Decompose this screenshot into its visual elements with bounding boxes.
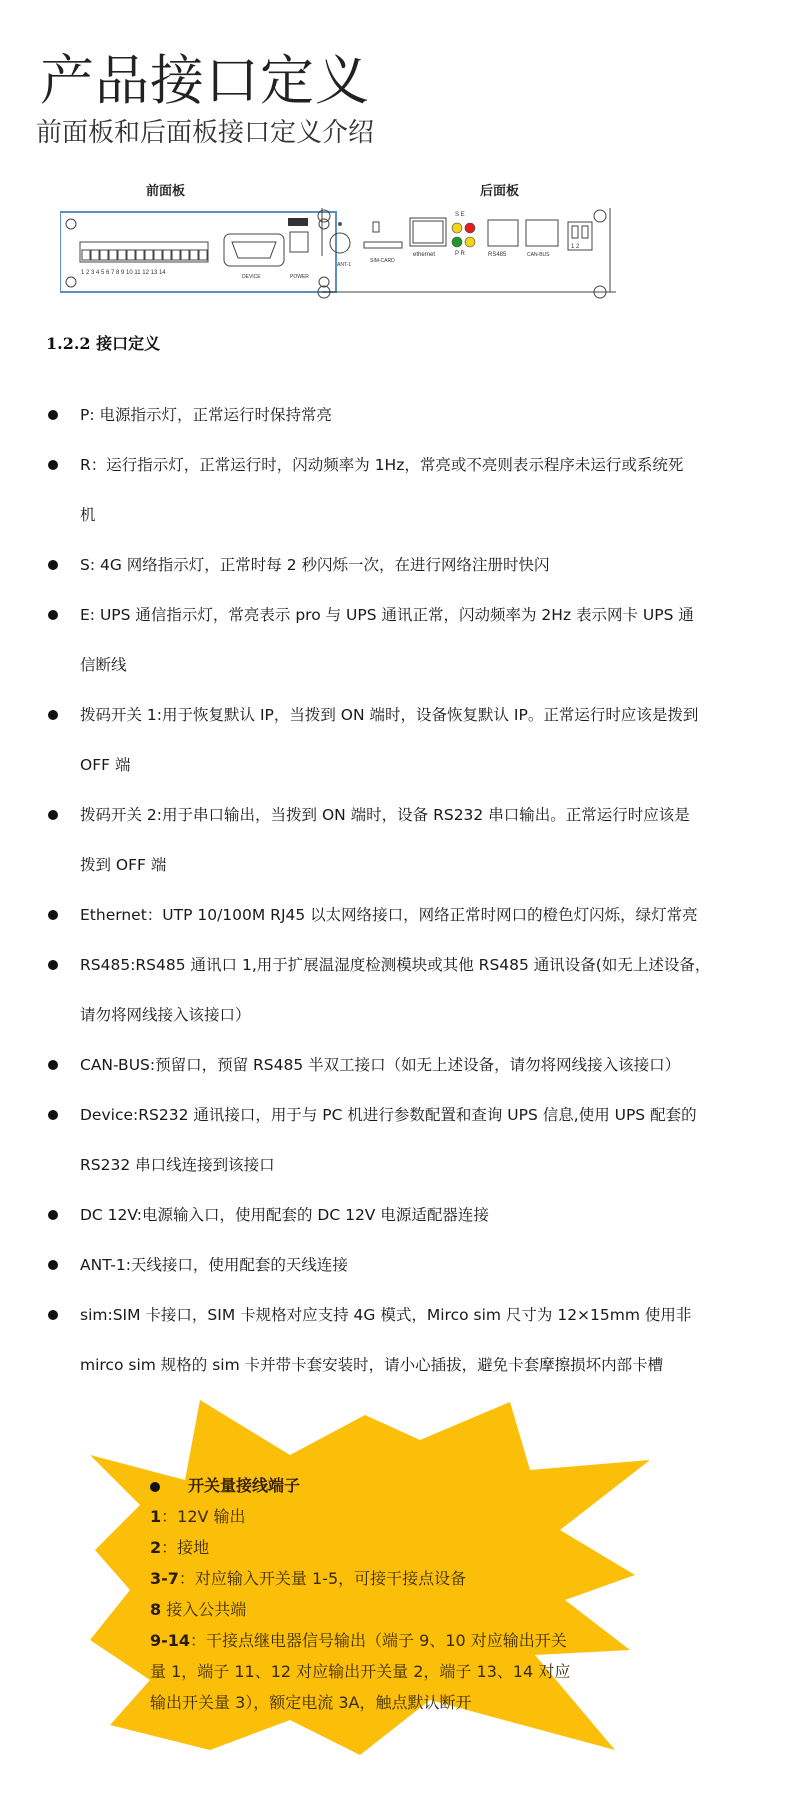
front-panel-label: 前面板 (146, 184, 186, 199)
device-label: DEVICE (242, 274, 261, 280)
rear-panel-label: 后面板 (480, 184, 520, 199)
sim-slot (364, 222, 402, 248)
bullet-icon (48, 1060, 58, 1070)
panel-diagram (60, 208, 712, 304)
page-title: 产品接口定义 (40, 49, 370, 112)
terminal-callout (150, 1470, 620, 1718)
antenna-label: ANT-1 (337, 262, 352, 268)
list-item: 拨码开关 2:用于串口输出，当拨到 ON 端时，设备 RS232 串口输出。正常运行时应该是 拨到 OFF 端 (46, 790, 746, 890)
bullet-icon (48, 910, 58, 920)
terminal-numbers: 1 2 3 4 5 6 7 8 9 10 11 12 13 14 (81, 270, 166, 276)
bullet-icon (48, 1210, 58, 1220)
ethernet-port (410, 218, 446, 246)
bullet-icon (48, 710, 58, 720)
list-item: RS485:RS485 通讯口 1,用于扩展温湿度检测模块或其他 RS485 通讯设备(如无上述设备， 请勿将网线接入该接口） (46, 940, 746, 1040)
list-item: S: 4G 网络指示灯，正常时每 2 秒闪烁一次，在进行网络注册时快闪 (46, 540, 746, 590)
list-item: E: UPS 通信指示灯，常亮表示 pro 与 UPS 通讯正常，闪动频率为 2Hz 表示网卡 UPS 通 信断线 (46, 590, 746, 690)
bullet-icon (150, 1482, 160, 1492)
callout-line: 9-14：干接点继电器信号输出（端子 9、10 对应输出开关 (150, 1631, 567, 1650)
list-item: R：运行指示灯，正常运行时，闪动频率为 1Hz，常亮或不亮则表示程序未运行或系统死 机 (46, 440, 746, 540)
list-item: ANT-1:天线接口，使用配套的天线连接 (46, 1240, 746, 1290)
bullet-icon (48, 810, 58, 820)
list-item: Device:RS232 通讯接口，用于与 PC 机进行参数配置和查询 UPS 信息,使用 UPS 配套的 RS232 串口线连接到该接口 (46, 1090, 746, 1190)
callout-line: 2：接地 (150, 1538, 210, 1557)
callout-heading: 开关量接线端子 (150, 1470, 620, 1501)
section-heading: 1.2.2 接口定义 (46, 334, 161, 353)
callout-line: 1：12V 输出 (150, 1507, 246, 1526)
led-top-labels: S E (455, 212, 465, 218)
dip-labels: 1 2 (571, 244, 580, 250)
callout-line: 输出开关量 3），额定电流 3A，触点默认断开 (150, 1693, 472, 1712)
simcard-label: SIM-CARD (370, 258, 395, 264)
bullet-icon (48, 1110, 58, 1120)
rs485-port (488, 220, 518, 246)
rear-panel (318, 208, 616, 298)
page-subtitle: 前面板和后面板接口定义介绍 (36, 118, 375, 148)
bullet-icon (48, 560, 58, 570)
bullet-icon (48, 460, 58, 470)
list-item: sim:SIM 卡接口，SIM 卡规格对应支持 4G 模式，Mirco sim 尺寸为 12×15mm 使用非 mirco sim 规格的 sim 卡并带卡套安装时，请小心插拔，避免卡套摩擦损坏内部卡槽 (46, 1290, 746, 1390)
callout-line: 8 接入公共端 (150, 1600, 247, 1619)
bullet-icon (48, 1310, 58, 1320)
list-item: Ethernet：UTP 10/100M RJ45 以太网络接口，网络正常时网口的橙色灯闪烁，绿灯常亮 (46, 890, 746, 940)
list-item: DC 12V:电源输入口，使用配套的 DC 12V 电源适配器连接 (46, 1190, 746, 1240)
bullet-icon (48, 410, 58, 420)
callout-line: 量 1，端子 11、12 对应输出开关量 2，端子 13、14 对应 (150, 1662, 571, 1681)
canbus-label: CAN-BUS (527, 252, 550, 258)
canbus-port (526, 220, 558, 246)
ethernet-label: ethernet (413, 252, 436, 258)
rs485-label: RS485 (488, 252, 507, 258)
bullet-icon (48, 1260, 58, 1270)
callout-line: 3-7：对应输入开关量 1-5，可接干接点设备 (150, 1569, 467, 1588)
bullet-icon (48, 610, 58, 620)
list-item: 拨码开关 1:用于恢复默认 IP，当拨到 ON 端时，设备恢复默认 IP。正常运行时应该是拨到 OFF 端 (46, 690, 746, 790)
front-panel (60, 212, 336, 292)
status-leds (452, 223, 475, 247)
list-item: CAN-BUS:预留口，预留 RS485 半双工接口（如无上述设备，请勿将网线接入该接口） (46, 1040, 746, 1090)
led-bottom-labels: P R (455, 251, 465, 257)
list-item: P: 电源指示灯，正常运行时保持常亮 (46, 390, 746, 440)
interface-list (46, 390, 746, 1390)
bullet-icon (48, 960, 58, 970)
power-label: POWER (290, 274, 309, 280)
